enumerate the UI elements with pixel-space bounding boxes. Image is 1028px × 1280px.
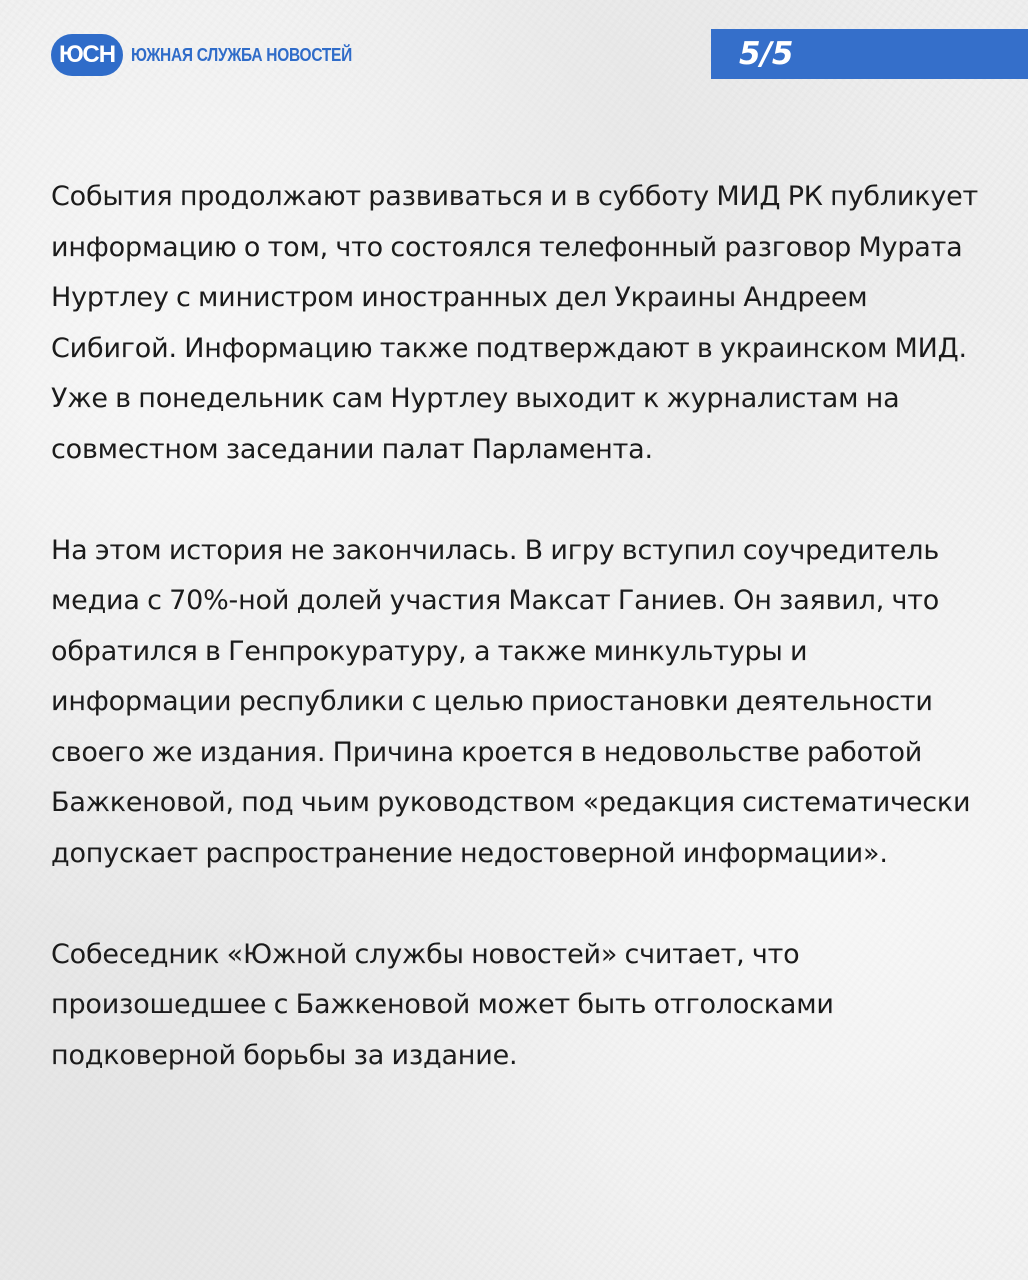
- paragraph-3: Собеседник «Южной службы новостей» считает, что произошедшее с Бажкеновой может быть отголосками подковерной борьбы за издание.: [51, 938, 834, 1071]
- page-indicator: 5/5: [711, 29, 1028, 79]
- paragraph-1: События продолжают развиваться и в субботу МИД РК публикует информацию о том, что состоялся телефонный разговор Мурата Нуртлеу с министром иностранных дел Украины Андреем Сибигой. Информацию также подтверждают в украинском МИД. Уже в понедельник сам Нуртлеу выходит к журналистам на совместном заседании палат Парламента.: [51, 181, 979, 465]
- article-body: [51, 172, 991, 1081]
- brand-logo: [51, 33, 388, 77]
- logo-name: ЮЖНАЯ СЛУЖБА НОВОСТЕЙ: [131, 44, 352, 65]
- paragraph-2: На этом история не закончилась. В игру вступил соучредитель медиа с 70%-ной долей участия Максат Ганиев. Он заявил, что обратился в Генпрокуратуру, а также минкультуры и информации республики с целью приостановки деятельности своего же издания. Причина кроется в недовольстве работой Бажкеновой, под чьим руководством «редакция систематически допускает распространение недостоверной информации».: [51, 534, 971, 869]
- logo-badge: ЮСН: [51, 34, 123, 76]
